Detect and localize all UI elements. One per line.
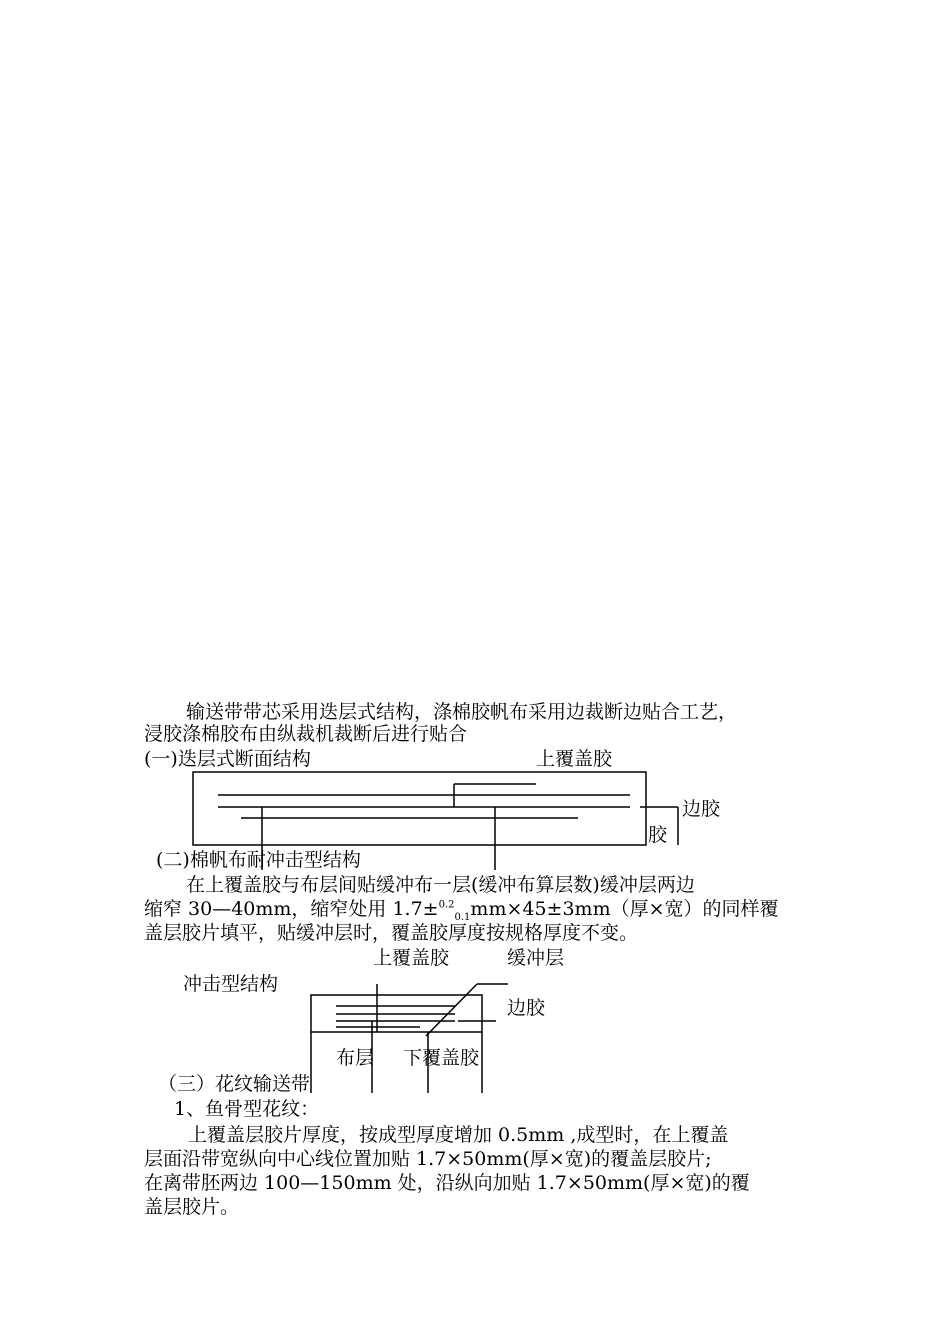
diagram2-label-top-cover: 上覆盖胶 — [373, 947, 450, 969]
diagram2-label-ply: 布层 — [336, 1047, 375, 1069]
para1-line2: 浸胶涤棉胶布由纵裁机裁断后进行贴合 — [144, 723, 468, 745]
section2-para-line1: 在上覆盖胶与布层间贴缓冲布一层(缓冲布算层数)缓冲层两边 — [186, 874, 695, 896]
section3-para-line3: 在离带胚两边 100—150mm 处，沿纵向加贴 1.7×50mm(厚×宽)的覆 — [144, 1172, 750, 1194]
section3-item1: 1、鱼骨型花纹： — [174, 1098, 320, 1120]
diagram1-label-edge: 边胶 — [682, 798, 721, 820]
section3-heading: （三）花纹输送带 — [158, 1073, 311, 1095]
diagram2-label-structure: 冲击型结构 — [183, 973, 279, 995]
para1-line1: 输送带带芯采用迭层式结构，涤棉胶帆布采用边裁断边贴合工艺， — [186, 701, 738, 723]
section2-para-line2: 缩窄 30—40mm，缩窄处用 1.7±$^{0.2}_{0.1}$mm×45±3mm（厚×宽）的同样覆 — [144, 898, 779, 923]
diagram2-label-buffer: 缓冲层 — [507, 947, 565, 969]
diagram1-label-edge-2: 胶 — [648, 824, 668, 846]
section3-para-line1: 上覆盖层胶片厚度，按成型厚度增加 0.5mm ,成型时，在上覆盖 — [188, 1124, 729, 1146]
diagram1-label-top-cover: 上覆盖胶 — [536, 748, 613, 770]
diagram2-buffer-leader-diag — [426, 984, 477, 1036]
section2-heading: (二)棉帆布耐冲击型结构 — [156, 849, 361, 871]
section2-para-line3: 盖层胶片填平，贴缓冲层时，覆盖胶厚度按规格厚度不变。 — [144, 922, 639, 944]
section1-heading: (一)迭层式断面结构 — [144, 748, 311, 770]
diagram2-label-bottom-cover: 下覆盖胶 — [403, 1047, 480, 1069]
section3-para-line4: 盖层胶片。 — [144, 1196, 240, 1218]
section3-para-line2: 层面沿带宽纵向中心线位置加贴 1.7×50mm(厚×宽)的覆盖层胶片; — [144, 1148, 712, 1170]
diagram2-label-edge: 边胶 — [507, 997, 546, 1019]
